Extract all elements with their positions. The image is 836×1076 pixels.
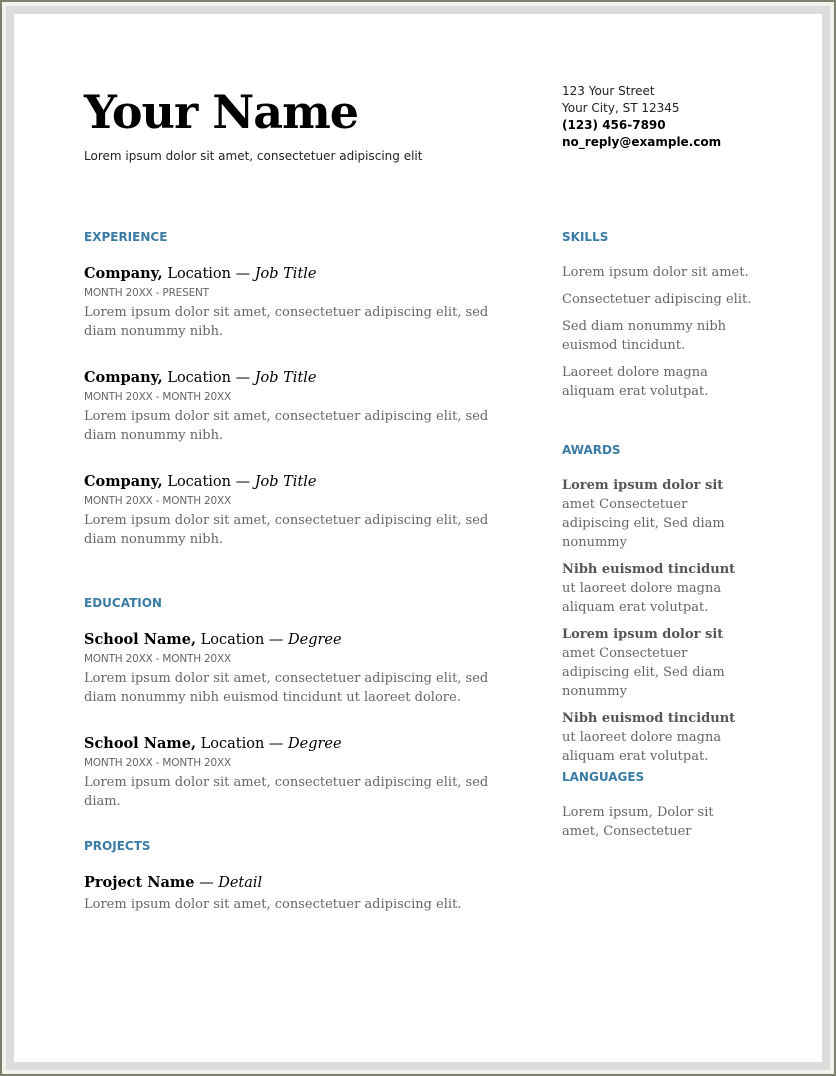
- entry-org: School Name,: [84, 631, 197, 648]
- experience-entry: [84, 264, 504, 341]
- skill-item: Sed diam nonummy nibh euismod tincidunt.: [562, 319, 727, 353]
- entry-role: Job Title: [254, 370, 317, 386]
- entry-role: Degree: [288, 736, 342, 752]
- contact-street: 123 Your Street: [562, 84, 655, 98]
- entry-location: Location —: [162, 474, 255, 490]
- award-item: [562, 560, 752, 617]
- entry-description: Lorem ipsum dolor sit amet, consectetuer adipiscing elit, sed diam nonummy nibh.: [84, 513, 489, 547]
- award-text: amet Consectetuer adipiscing elit, Sed diam nonummy: [562, 497, 725, 550]
- entry-dates: MONTH 20XX - MONTH 20XX: [84, 757, 232, 769]
- award-item: [562, 476, 752, 552]
- project-separator: —: [194, 875, 219, 891]
- award-item: [562, 625, 752, 701]
- entry-description: Lorem ipsum dolor sit amet, consectetuer adipiscing elit, sed diam.: [84, 775, 489, 809]
- education-heading: EDUCATION: [84, 596, 162, 610]
- entry-title: [84, 368, 504, 388]
- experience-heading: EXPERIENCE: [84, 230, 168, 244]
- entry-org: Company,: [84, 369, 163, 386]
- entry-org: School Name,: [84, 735, 197, 752]
- entry-description: Lorem ipsum dolor sit amet, consectetuer adipiscing elit, sed diam nonummy nibh.: [84, 409, 489, 443]
- skills-list: [562, 263, 752, 409]
- award-item: [562, 709, 752, 766]
- education-entry: [84, 630, 504, 707]
- project-entry: [84, 873, 504, 914]
- skill-item: Laoreet dolore magna aliquam erat volutpat.: [562, 365, 709, 399]
- entry-description: Lorem ipsum dolor sit amet, consectetuer adipiscing elit, sed diam nonummy nibh euismod tincidunt ut laoreet dolore.: [84, 671, 489, 705]
- award-bold: Nibh euismod tincidunt: [562, 562, 736, 577]
- entry-dates: MONTH 20XX - MONTH 20XX: [84, 391, 232, 403]
- award-bold: Nibh euismod tincidunt: [562, 711, 736, 726]
- skills-heading: SKILLS: [562, 230, 609, 244]
- experience-entry: [84, 368, 504, 445]
- entry-description: Lorem ipsum dolor sit amet, consectetuer adipiscing elit.: [84, 897, 462, 912]
- awards-heading: AWARDS: [562, 443, 621, 457]
- resume-page: [14, 14, 822, 1062]
- award-text: ut laoreet dolore magna aliquam erat volutpat.: [562, 581, 722, 615]
- languages-list: [562, 803, 752, 849]
- education-entry: [84, 734, 504, 811]
- entry-location: Location —: [162, 266, 255, 282]
- award-text: ut laoreet dolore magna aliquam erat volutpat.: [562, 730, 722, 764]
- entry-title: [84, 630, 504, 650]
- project-detail: Detail: [218, 875, 263, 891]
- entry-title: [84, 873, 504, 893]
- entry-role: Job Title: [254, 474, 317, 490]
- entry-dates: MONTH 20XX - MONTH 20XX: [84, 653, 232, 665]
- entry-location: Location —: [196, 632, 288, 648]
- document-inner-border: [6, 6, 830, 1070]
- resume-tagline: Lorem ipsum dolor sit amet, consectetuer adipiscing elit: [84, 149, 423, 163]
- award-text: amet Consectetuer adipiscing elit, Sed diam nonummy: [562, 646, 725, 699]
- award-bold: Lorem ipsum dolor sit: [562, 627, 724, 642]
- entry-dates: MONTH 20XX - MONTH 20XX: [84, 495, 232, 507]
- skill-item: Consectetuer adipiscing elit.: [562, 292, 752, 307]
- awards-list: [562, 476, 752, 774]
- entry-dates: MONTH 20XX - PRESENT: [84, 287, 209, 299]
- entry-role: Degree: [288, 632, 342, 648]
- contact-block: [562, 83, 721, 151]
- award-bold: Lorem ipsum dolor sit: [562, 478, 724, 493]
- resume-name: Your Name: [84, 85, 359, 139]
- contact-email[interactable]: no_reply@example.com: [562, 135, 722, 149]
- entry-org: Company,: [84, 473, 163, 490]
- projects-heading: PROJECTS: [84, 839, 151, 853]
- project-name: Project Name: [84, 874, 195, 891]
- skill-item: Lorem ipsum dolor sit amet.: [562, 265, 749, 280]
- entry-title: [84, 734, 504, 754]
- entry-location: Location —: [162, 370, 255, 386]
- entry-org: Company,: [84, 265, 163, 282]
- entry-role: Job Title: [254, 266, 317, 282]
- entry-title: [84, 264, 504, 284]
- entry-title: [84, 472, 504, 492]
- languages-heading: LANGUAGES: [562, 770, 645, 784]
- contact-city: Your City, ST 12345: [562, 101, 680, 115]
- languages-text: Lorem ipsum, Dolor sit amet, Consectetuer: [562, 805, 714, 839]
- entry-location: Location —: [196, 736, 288, 752]
- entry-description: Lorem ipsum dolor sit amet, consectetuer adipiscing elit, sed diam nonummy nibh.: [84, 305, 489, 339]
- experience-entry: [84, 472, 504, 549]
- contact-phone: (123) 456-7890: [562, 118, 666, 132]
